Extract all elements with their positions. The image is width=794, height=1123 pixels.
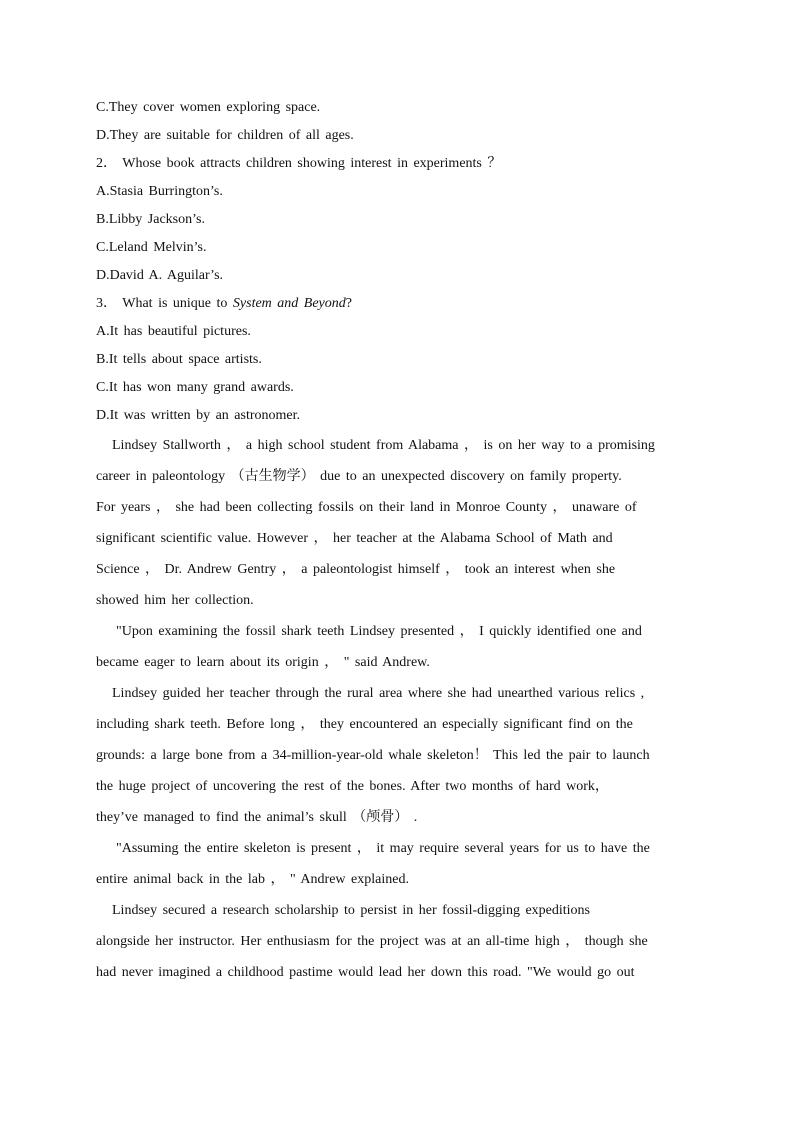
q3-option-a: A.It has beautiful pictures. [96, 324, 251, 339]
q1-option-c: C.They cover women exploring space. [96, 100, 321, 115]
q3-stem-suffix: ? [345, 296, 352, 311]
q3-stem-prefix: 3． What is unique to [96, 296, 233, 311]
passage-line: significant scientific value. However ， her teacher at the Alabama School of Math and [96, 531, 613, 546]
q2-option-c: C.Leland Melvin’s. [96, 240, 207, 255]
passage [96, 430, 696, 988]
passage-line: they’ve managed to find the animal’s skull （颅骨） . [96, 810, 418, 825]
q1-option-d: D.They are suitable for children of all ages. [96, 128, 354, 143]
passage-line: became eager to learn about its origin ， " said Andrew. [96, 655, 430, 670]
passage-line: including shark teeth. Before long ， they encountered an especially significant find on the [96, 717, 633, 732]
passage-line: Science ， Dr. Andrew Gentry ， a paleontologist himself ， took an interest when she [96, 562, 616, 577]
passage-line: "Assuming the entire skeleton is present ， it may require several years for us to have the [116, 841, 650, 856]
passage-line: Lindsey secured a research scholarship to persist in her fossil-digging expeditions [112, 903, 590, 918]
q2-option-a: A.Stasia Burrington’s. [96, 184, 223, 199]
passage-line: entire animal back in the lab ， " Andrew explained. [96, 872, 409, 887]
passage-line: For years ， she had been collecting fossils on their land in Monroe County ， unaware of [96, 500, 637, 515]
passage-line: showed him her collection. [96, 593, 254, 608]
passage-line: had never imagined a childhood pastime would lead her down this road. "We would go out [96, 965, 635, 980]
passage-line: Lindsey guided her teacher through the rural area where she had unearthed various relics , [112, 686, 645, 701]
q3-stem [96, 290, 696, 318]
passage-line: Lindsey Stallworth ， a high school student from Alabama ， is on her way to a promising [112, 438, 655, 453]
q3-option-d: D.It was written by an astronomer. [96, 408, 301, 423]
document-page [96, 94, 696, 988]
q2-option-b: B.Libby Jackson’s. [96, 212, 205, 227]
passage-line: the huge project of uncovering the rest of the bones. After two months of hard work， [96, 779, 609, 794]
q3-option-b: B.It tells about space artists. [96, 352, 262, 367]
q2-stem: 2． Whose book attracts children showing interest in experiments ？ [96, 156, 502, 171]
q3-stem-title: System and Beyond [232, 296, 346, 311]
passage-line: alongside her instructor. Her enthusiasm for the project was at an all-time high ， though she [96, 934, 648, 949]
q3-option-c: C.It has won many grand awards. [96, 380, 294, 395]
passage-line: grounds: a large bone from a 34-million-year-old whale skeleton！ This led the pair to launch [96, 748, 650, 763]
q2-option-d: D.David A. Aguilar’s. [96, 268, 224, 283]
passage-line: career in paleontology （古生物学） due to an unexpected discovery on family property. [96, 469, 622, 484]
passage-line: "Upon examining the fossil shark teeth Lindsey presented ， I quickly identified one and [116, 624, 642, 639]
